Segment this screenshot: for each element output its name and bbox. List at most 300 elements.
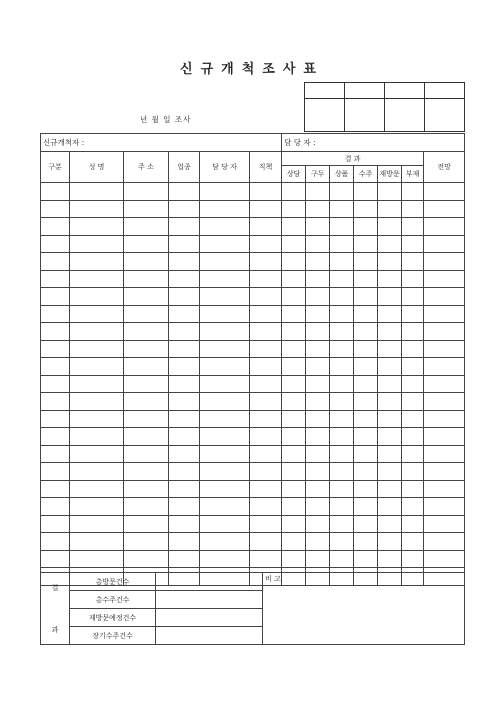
- table-cell[interactable]: [402, 235, 424, 253]
- header-goods: 상품: [330, 166, 354, 183]
- table-cell[interactable]: [200, 533, 250, 551]
- table-cell[interactable]: [282, 463, 306, 481]
- table-cell[interactable]: [70, 288, 124, 306]
- table-cell[interactable]: [124, 445, 169, 463]
- table-cell[interactable]: [250, 323, 282, 341]
- table-cell[interactable]: [282, 358, 306, 376]
- table-cell[interactable]: [124, 375, 169, 393]
- table-cell[interactable]: [70, 270, 124, 288]
- table-cell[interactable]: [124, 533, 169, 551]
- table-cell[interactable]: [306, 270, 330, 288]
- table-cell[interactable]: [200, 253, 250, 271]
- table-cell[interactable]: [402, 463, 424, 481]
- table-cell[interactable]: [169, 445, 200, 463]
- table-cell[interactable]: [169, 183, 200, 201]
- table-cell[interactable]: [124, 270, 169, 288]
- table-cell[interactable]: [306, 340, 330, 358]
- table-cell[interactable]: [378, 515, 402, 533]
- table-cell[interactable]: [424, 218, 465, 236]
- table-cell[interactable]: [354, 375, 378, 393]
- table-cell[interactable]: [354, 533, 378, 551]
- table-cell[interactable]: [306, 498, 330, 516]
- table-cell[interactable]: [124, 200, 169, 218]
- table-cell[interactable]: [41, 218, 70, 236]
- table-cell[interactable]: [41, 463, 70, 481]
- table-cell[interactable]: [124, 183, 169, 201]
- table-cell[interactable]: [306, 428, 330, 446]
- table-cell[interactable]: [70, 200, 124, 218]
- table-cell[interactable]: [169, 480, 200, 498]
- table-cell[interactable]: [402, 533, 424, 551]
- table-cell[interactable]: [306, 515, 330, 533]
- table-cell[interactable]: [41, 410, 70, 428]
- table-row: [41, 463, 465, 481]
- table-cell[interactable]: [70, 218, 124, 236]
- table-cell[interactable]: [354, 463, 378, 481]
- table-cell[interactable]: [70, 463, 124, 481]
- table-cell[interactable]: [378, 218, 402, 236]
- table-cell[interactable]: [282, 393, 306, 411]
- table-cell[interactable]: [378, 445, 402, 463]
- table-cell[interactable]: [282, 200, 306, 218]
- table-cell[interactable]: [306, 235, 330, 253]
- table-cell[interactable]: [250, 515, 282, 533]
- table-cell[interactable]: [70, 253, 124, 271]
- table-cell[interactable]: [250, 358, 282, 376]
- table-cell[interactable]: [378, 323, 402, 341]
- table-cell[interactable]: [124, 393, 169, 411]
- table-cell[interactable]: [70, 533, 124, 551]
- table-cell[interactable]: [200, 235, 250, 253]
- table-cell[interactable]: [124, 410, 169, 428]
- table-cell[interactable]: [169, 323, 200, 341]
- table-cell[interactable]: [200, 323, 250, 341]
- table-cell[interactable]: [306, 375, 330, 393]
- table-cell[interactable]: [124, 253, 169, 271]
- table-cell[interactable]: [330, 235, 354, 253]
- manager-field[interactable]: 담 당 자 :: [282, 134, 465, 152]
- table-cell[interactable]: [169, 410, 200, 428]
- table-cell[interactable]: [402, 445, 424, 463]
- table-cell[interactable]: [250, 480, 282, 498]
- table-cell[interactable]: [282, 305, 306, 323]
- table-cell[interactable]: [169, 200, 200, 218]
- table-cell[interactable]: [200, 358, 250, 376]
- table-cell[interactable]: [169, 463, 200, 481]
- table-cell[interactable]: [282, 340, 306, 358]
- table-cell[interactable]: [330, 480, 354, 498]
- table-cell[interactable]: [424, 340, 465, 358]
- table-cell[interactable]: [306, 463, 330, 481]
- table-cell[interactable]: [41, 393, 70, 411]
- table-cell[interactable]: [282, 375, 306, 393]
- table-cell[interactable]: [378, 375, 402, 393]
- table-cell[interactable]: [250, 253, 282, 271]
- table-cell[interactable]: [124, 323, 169, 341]
- table-cell[interactable]: [169, 375, 200, 393]
- table-cell[interactable]: [169, 358, 200, 376]
- table-cell[interactable]: [424, 305, 465, 323]
- table-cell[interactable]: [402, 218, 424, 236]
- table-cell[interactable]: [41, 235, 70, 253]
- table-cell[interactable]: [200, 305, 250, 323]
- table-cell[interactable]: [200, 463, 250, 481]
- table-cell[interactable]: [200, 550, 250, 568]
- table-cell[interactable]: [41, 200, 70, 218]
- table-cell[interactable]: [70, 358, 124, 376]
- table-cell[interactable]: [169, 498, 200, 516]
- table-cell[interactable]: [250, 183, 282, 201]
- total-visits-value[interactable]: [156, 573, 263, 591]
- table-cell[interactable]: [70, 480, 124, 498]
- table-cell[interactable]: [424, 235, 465, 253]
- table-cell[interactable]: [282, 445, 306, 463]
- table-cell[interactable]: [169, 253, 200, 271]
- table-cell[interactable]: [282, 253, 306, 271]
- table-cell[interactable]: [169, 393, 200, 411]
- table-cell[interactable]: [124, 358, 169, 376]
- table-cell[interactable]: [41, 253, 70, 271]
- table-cell[interactable]: [330, 218, 354, 236]
- table-cell[interactable]: [306, 183, 330, 201]
- table-cell[interactable]: [41, 428, 70, 446]
- table-cell[interactable]: [330, 183, 354, 201]
- table-cell[interactable]: [354, 445, 378, 463]
- table-cell[interactable]: [330, 358, 354, 376]
- table-cell[interactable]: [200, 288, 250, 306]
- table-cell[interactable]: [282, 428, 306, 446]
- table-cell[interactable]: [124, 515, 169, 533]
- table-cell[interactable]: [282, 480, 306, 498]
- table-cell[interactable]: [250, 410, 282, 428]
- table-cell[interactable]: [250, 375, 282, 393]
- table-cell[interactable]: [124, 428, 169, 446]
- table-cell[interactable]: [354, 218, 378, 236]
- table-cell[interactable]: [378, 270, 402, 288]
- table-cell[interactable]: [354, 410, 378, 428]
- table-cell[interactable]: [402, 270, 424, 288]
- table-cell[interactable]: [250, 463, 282, 481]
- table-cell[interactable]: [250, 200, 282, 218]
- table-cell[interactable]: [330, 340, 354, 358]
- table-cell[interactable]: [250, 498, 282, 516]
- table-cell[interactable]: [424, 533, 465, 551]
- table-cell[interactable]: [306, 445, 330, 463]
- table-cell[interactable]: [169, 235, 200, 253]
- table-cell[interactable]: [200, 498, 250, 516]
- table-cell[interactable]: [306, 305, 330, 323]
- table-cell[interactable]: [41, 305, 70, 323]
- table-cell[interactable]: [250, 270, 282, 288]
- table-cell[interactable]: [424, 253, 465, 271]
- table-cell[interactable]: [41, 340, 70, 358]
- table-cell[interactable]: [306, 253, 330, 271]
- table-cell[interactable]: [124, 340, 169, 358]
- table-cell[interactable]: [70, 183, 124, 201]
- table-cell[interactable]: [330, 498, 354, 516]
- table-cell[interactable]: [378, 235, 402, 253]
- table-cell[interactable]: [354, 340, 378, 358]
- table-cell[interactable]: [282, 410, 306, 428]
- table-cell[interactable]: [330, 515, 354, 533]
- table-cell[interactable]: [378, 498, 402, 516]
- table-cell[interactable]: [306, 410, 330, 428]
- table-cell[interactable]: [354, 200, 378, 218]
- table-cell[interactable]: [200, 410, 250, 428]
- table-cell[interactable]: [402, 200, 424, 218]
- table-cell[interactable]: [402, 515, 424, 533]
- table-cell[interactable]: [354, 235, 378, 253]
- table-cell[interactable]: [200, 375, 250, 393]
- table-cell[interactable]: [402, 375, 424, 393]
- table-cell[interactable]: [41, 375, 70, 393]
- table-cell[interactable]: [306, 480, 330, 498]
- table-cell[interactable]: [70, 428, 124, 446]
- table-cell[interactable]: [424, 358, 465, 376]
- table-cell[interactable]: [402, 288, 424, 306]
- table-cell[interactable]: [169, 533, 200, 551]
- table-cell[interactable]: [282, 270, 306, 288]
- table-cell[interactable]: [330, 253, 354, 271]
- table-cell[interactable]: [282, 533, 306, 551]
- table-cell[interactable]: [70, 498, 124, 516]
- table-cell[interactable]: [424, 288, 465, 306]
- table-cell[interactable]: [354, 253, 378, 271]
- remarks-box[interactable]: [263, 573, 465, 645]
- table-cell[interactable]: [378, 480, 402, 498]
- table-cell[interactable]: [354, 515, 378, 533]
- table-cell[interactable]: [402, 253, 424, 271]
- table-cell[interactable]: [41, 288, 70, 306]
- long-term-orders-value[interactable]: [156, 627, 263, 645]
- approval-sign-cell[interactable]: [305, 99, 345, 132]
- table-cell[interactable]: [402, 410, 424, 428]
- table-cell[interactable]: [70, 375, 124, 393]
- table-cell[interactable]: [282, 515, 306, 533]
- table-cell[interactable]: [378, 340, 402, 358]
- table-cell[interactable]: [124, 235, 169, 253]
- table-cell[interactable]: [354, 288, 378, 306]
- table-cell[interactable]: [424, 445, 465, 463]
- table-cell[interactable]: [250, 235, 282, 253]
- table-cell[interactable]: [424, 550, 465, 568]
- table-cell[interactable]: [378, 550, 402, 568]
- table-cell[interactable]: [330, 393, 354, 411]
- table-cell[interactable]: [200, 270, 250, 288]
- table-cell[interactable]: [124, 288, 169, 306]
- table-cell[interactable]: [424, 375, 465, 393]
- table-cell[interactable]: [330, 445, 354, 463]
- table-cell[interactable]: [378, 358, 402, 376]
- table-cell[interactable]: [330, 288, 354, 306]
- table-cell[interactable]: [200, 445, 250, 463]
- table-cell[interactable]: [306, 218, 330, 236]
- table-cell[interactable]: [41, 358, 70, 376]
- table-cell[interactable]: [424, 498, 465, 516]
- table-cell[interactable]: [200, 515, 250, 533]
- table-cell[interactable]: [306, 288, 330, 306]
- table-cell[interactable]: [169, 515, 200, 533]
- table-cell[interactable]: [402, 550, 424, 568]
- table-cell[interactable]: [378, 393, 402, 411]
- table-cell[interactable]: [70, 340, 124, 358]
- table-cell[interactable]: [250, 445, 282, 463]
- header-name: 성 명: [70, 152, 124, 183]
- table-cell[interactable]: [424, 515, 465, 533]
- table-cell[interactable]: [402, 323, 424, 341]
- table-cell[interactable]: [70, 305, 124, 323]
- table-cell[interactable]: [378, 305, 402, 323]
- total-orders-value[interactable]: [156, 591, 263, 609]
- table-cell[interactable]: [330, 270, 354, 288]
- table-cell[interactable]: [200, 428, 250, 446]
- table-cell[interactable]: [378, 463, 402, 481]
- table-cell[interactable]: [250, 340, 282, 358]
- table-cell[interactable]: [282, 183, 306, 201]
- table-cell[interactable]: [169, 550, 200, 568]
- table-cell[interactable]: [402, 480, 424, 498]
- table-cell[interactable]: [306, 200, 330, 218]
- table-cell[interactable]: [330, 428, 354, 446]
- table-cell[interactable]: [378, 428, 402, 446]
- table-cell[interactable]: [41, 270, 70, 288]
- table-cell[interactable]: [200, 340, 250, 358]
- approval-sign-cell[interactable]: [425, 99, 465, 132]
- table-cell[interactable]: [354, 498, 378, 516]
- table-cell[interactable]: [169, 288, 200, 306]
- table-cell[interactable]: [250, 428, 282, 446]
- new-pioneer-field[interactable]: 신규개척자 :: [41, 134, 282, 152]
- table-cell[interactable]: [424, 270, 465, 288]
- table-cell[interactable]: [250, 305, 282, 323]
- table-cell[interactable]: [250, 533, 282, 551]
- table-cell[interactable]: [124, 480, 169, 498]
- table-cell[interactable]: [330, 323, 354, 341]
- table-cell[interactable]: [306, 323, 330, 341]
- table-cell[interactable]: [402, 428, 424, 446]
- table-cell[interactable]: [378, 533, 402, 551]
- table-cell[interactable]: [354, 480, 378, 498]
- table-cell[interactable]: [378, 200, 402, 218]
- table-cell[interactable]: [354, 305, 378, 323]
- table-cell[interactable]: [200, 200, 250, 218]
- table-cell[interactable]: [250, 550, 282, 568]
- table-cell[interactable]: [169, 270, 200, 288]
- table-cell[interactable]: [424, 393, 465, 411]
- table-cell[interactable]: [282, 288, 306, 306]
- table-cell[interactable]: [424, 200, 465, 218]
- table-cell[interactable]: [330, 533, 354, 551]
- table-cell[interactable]: [282, 498, 306, 516]
- table-cell[interactable]: [282, 235, 306, 253]
- table-cell[interactable]: [70, 410, 124, 428]
- table-cell[interactable]: [250, 288, 282, 306]
- table-cell[interactable]: [124, 498, 169, 516]
- table-cell[interactable]: [378, 288, 402, 306]
- table-cell[interactable]: [378, 253, 402, 271]
- table-cell[interactable]: [41, 480, 70, 498]
- table-cell[interactable]: [124, 550, 169, 568]
- table-cell[interactable]: [402, 393, 424, 411]
- table-cell[interactable]: [354, 550, 378, 568]
- table-cell[interactable]: [169, 305, 200, 323]
- table-cell[interactable]: [70, 550, 124, 568]
- table-cell[interactable]: [282, 218, 306, 236]
- table-cell[interactable]: [402, 340, 424, 358]
- table-cell[interactable]: [41, 498, 70, 516]
- table-cell[interactable]: [424, 480, 465, 498]
- table-cell[interactable]: [354, 183, 378, 201]
- table-cell[interactable]: [402, 305, 424, 323]
- table-cell[interactable]: [378, 410, 402, 428]
- table-cell[interactable]: [124, 305, 169, 323]
- table-cell[interactable]: [282, 323, 306, 341]
- revisit-planned-value[interactable]: [156, 609, 263, 627]
- table-cell[interactable]: [402, 498, 424, 516]
- table-cell[interactable]: [354, 393, 378, 411]
- table-cell[interactable]: [424, 463, 465, 481]
- table-cell[interactable]: [306, 550, 330, 568]
- table-cell[interactable]: [330, 375, 354, 393]
- table-cell[interactable]: [41, 183, 70, 201]
- table-cell[interactable]: [330, 550, 354, 568]
- table-cell[interactable]: [41, 533, 70, 551]
- table-cell[interactable]: [41, 323, 70, 341]
- table-cell[interactable]: [124, 463, 169, 481]
- table-cell[interactable]: [306, 358, 330, 376]
- table-cell[interactable]: [306, 393, 330, 411]
- table-cell[interactable]: [200, 183, 250, 201]
- table-cell[interactable]: [124, 218, 169, 236]
- table-cell[interactable]: [354, 358, 378, 376]
- table-cell[interactable]: [330, 200, 354, 218]
- table-cell[interactable]: [424, 183, 465, 201]
- table-cell[interactable]: [200, 480, 250, 498]
- approval-sign-cell[interactable]: [385, 99, 425, 132]
- table-cell[interactable]: [169, 340, 200, 358]
- table-cell[interactable]: [424, 410, 465, 428]
- table-cell[interactable]: [70, 393, 124, 411]
- table-cell[interactable]: [70, 445, 124, 463]
- table-cell[interactable]: [424, 323, 465, 341]
- table-cell[interactable]: [330, 305, 354, 323]
- table-cell[interactable]: [41, 445, 70, 463]
- approval-sign-cell[interactable]: [345, 99, 385, 132]
- table-cell[interactable]: [330, 463, 354, 481]
- table-cell[interactable]: [250, 218, 282, 236]
- table-cell[interactable]: [424, 428, 465, 446]
- table-cell[interactable]: [70, 235, 124, 253]
- table-cell[interactable]: [354, 323, 378, 341]
- table-cell[interactable]: [70, 323, 124, 341]
- table-cell[interactable]: [330, 410, 354, 428]
- table-cell[interactable]: [378, 183, 402, 201]
- table-cell[interactable]: [282, 550, 306, 568]
- table-cell[interactable]: [41, 550, 70, 568]
- table-cell[interactable]: [402, 358, 424, 376]
- table-cell[interactable]: [200, 393, 250, 411]
- table-cell[interactable]: [200, 218, 250, 236]
- table-cell[interactable]: [250, 393, 282, 411]
- table-cell[interactable]: [70, 515, 124, 533]
- table-cell[interactable]: [169, 218, 200, 236]
- table-cell[interactable]: [354, 270, 378, 288]
- table-cell[interactable]: [41, 515, 70, 533]
- table-cell[interactable]: [354, 428, 378, 446]
- table-cell[interactable]: [402, 183, 424, 201]
- table-cell[interactable]: [306, 533, 330, 551]
- table-cell[interactable]: [169, 428, 200, 446]
